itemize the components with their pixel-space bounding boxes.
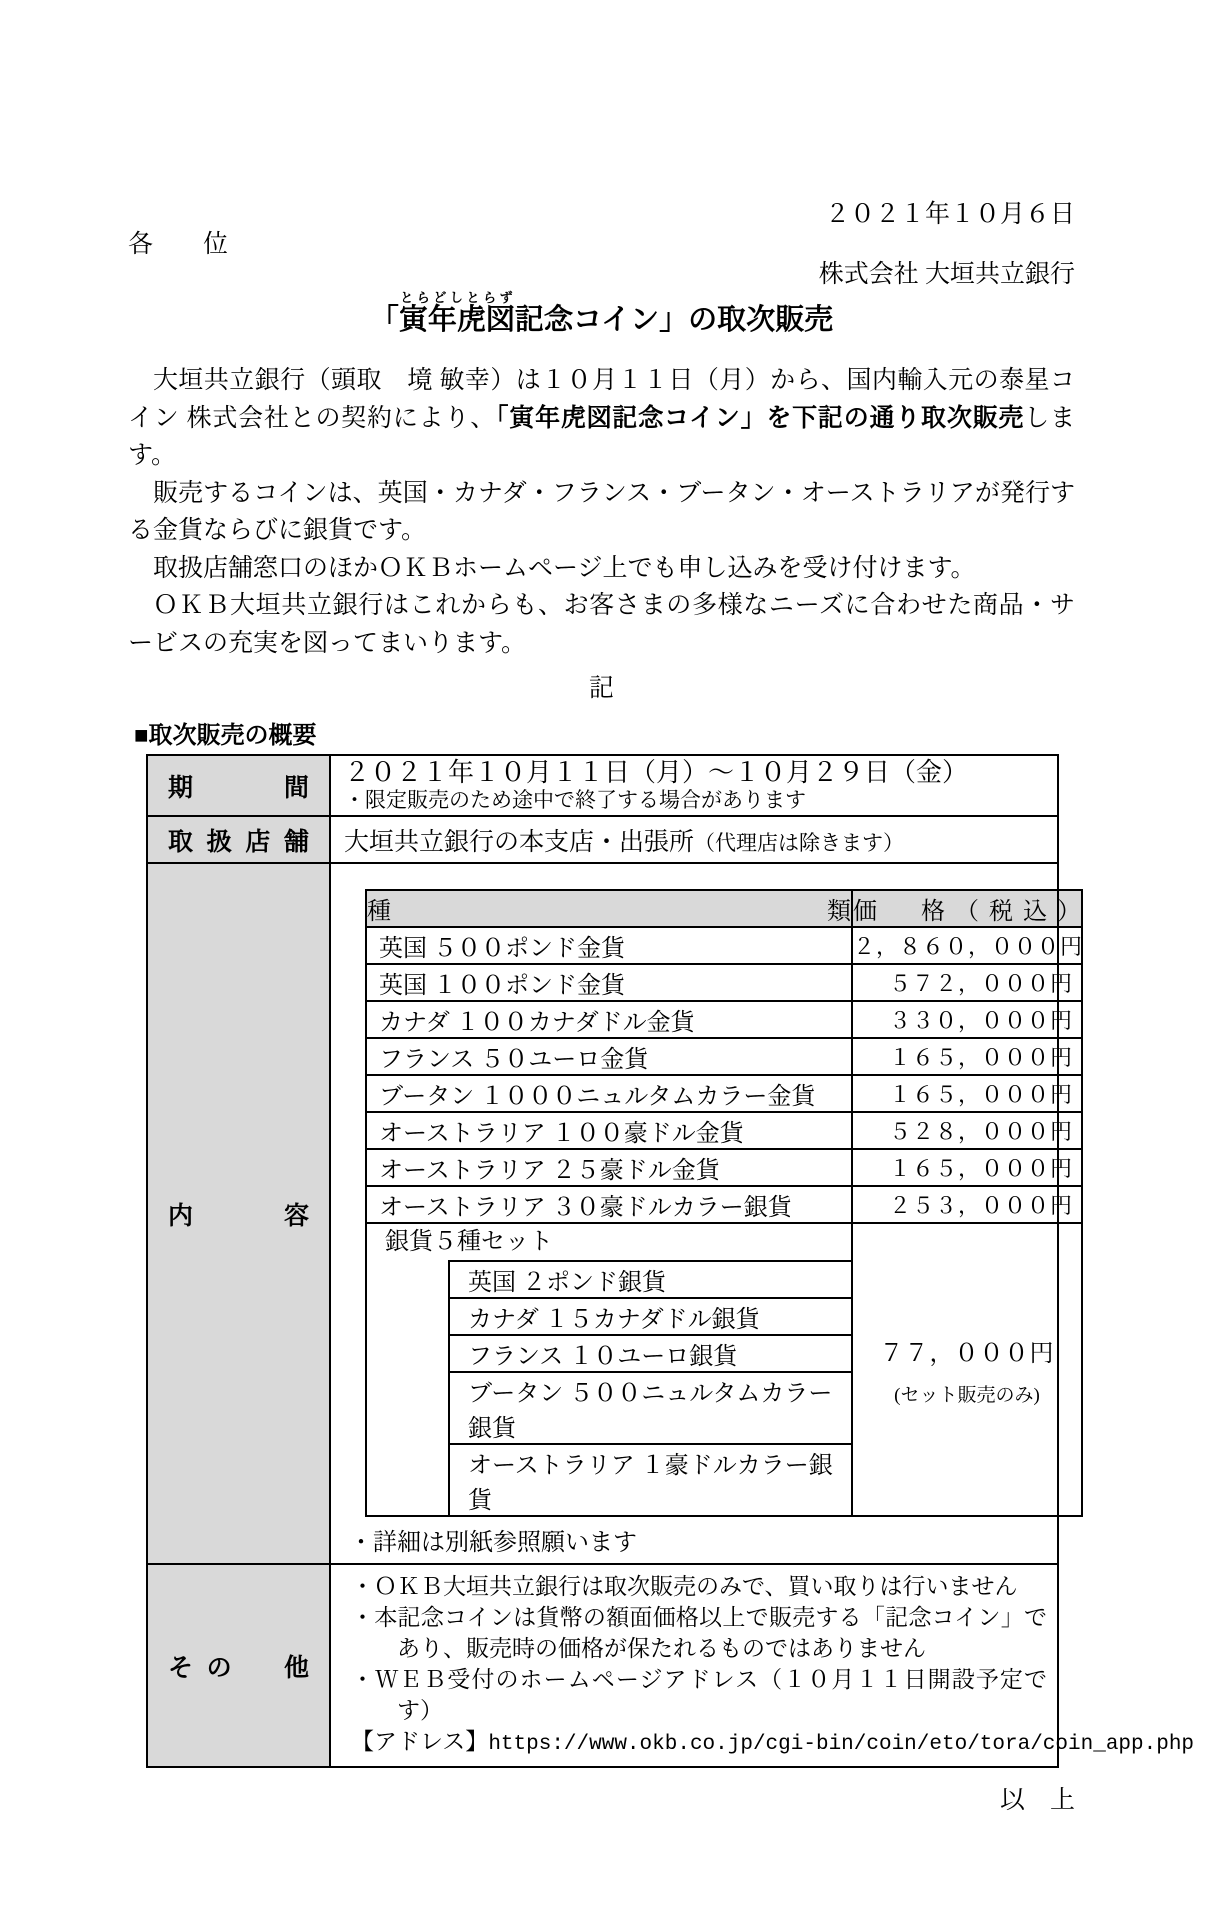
document-date: ２０２１年１０月６日 — [824, 201, 1075, 228]
address-line — [351, 1726, 1195, 1760]
coin-row — [366, 1149, 1082, 1186]
coin-table-header-row — [366, 890, 1082, 927]
paragraph-1-lead: 大垣共立銀行（頭取 境 敏幸）は１０月１１日（月）から、国内輸入元の泰星コイン 株式会社との契約により、 — [128, 367, 1075, 432]
period-value: ２０２１年１０月１１日（月）～１０月２９日（金） — [344, 758, 969, 788]
coin-set-item-name: フランス １０ユーロ銀貨 — [449, 1335, 853, 1372]
coin-name: 英国 ５００ポンド金貨 — [366, 927, 852, 964]
coin-set-items-table — [448, 1260, 853, 1515]
stores-value: 大垣共立銀行の本支店・出張所 — [344, 828, 695, 856]
coin-set-price-cell — [852, 1223, 1082, 1516]
coin-name: ブータン １０００ニュルタムカラー金貨 — [366, 1075, 852, 1112]
coin-set-item-row — [449, 1444, 853, 1515]
other-bullet: ・ＯＫＢ大垣共立銀行は取次販売のみで、買い取りは行いません — [351, 1574, 1018, 1600]
title-open-bracket: 「 — [369, 304, 399, 336]
coin-row — [366, 1001, 1082, 1038]
coin-row — [366, 927, 1082, 964]
coin-price-header: 価 格（税込） — [852, 890, 1082, 927]
coin-name: カナダ １００カナダドル金貨 — [366, 1001, 852, 1038]
other-row — [147, 1564, 1058, 1767]
section-heading: ■取次販売の概要 — [134, 722, 317, 750]
stores-row — [147, 816, 1058, 863]
stores-note: （代理店は除きます） — [694, 830, 905, 855]
coin-set-item-row — [449, 1372, 853, 1444]
coin-set-item-row — [449, 1261, 853, 1298]
coin-price: ５７２，０００円 — [852, 964, 1082, 1001]
coin-type-header: 種 類 — [366, 890, 852, 927]
period-note: ・限定販売のため途中で終了する場合があります — [344, 788, 806, 813]
coin-set-item-name: ブータン ５００ニュルタムカラー銀貨 — [449, 1372, 853, 1444]
coin-name: 英国 １００ポンド金貨 — [366, 964, 852, 1001]
coin-price: ２，８６０，０００円 — [852, 927, 1082, 964]
document-page — [0, 200, 1209, 1913]
address-label: 【アドレス】 — [351, 1729, 489, 1755]
coin-row — [366, 1075, 1082, 1112]
title-rest: 記念コイン」の取次販売 — [514, 304, 834, 336]
overview-table — [146, 754, 1195, 1768]
ki-marker: 記 — [588, 675, 614, 703]
stores-label: 取扱店舗 — [147, 816, 330, 863]
company-name: 株式会社 大垣共立銀行 — [818, 261, 1075, 288]
page-title — [128, 290, 1075, 338]
coin-price: １６５，０００円 — [852, 1038, 1082, 1075]
coin-name: オーストラリア ２５豪ドル金貨 — [366, 1149, 852, 1186]
coin-name: オーストラリア １００豪ドル金貨 — [366, 1112, 852, 1149]
paragraph-3: 取扱店舗窓口のほかＯＫＢホームページ上でも申し込みを受け付けます。 — [153, 554, 976, 582]
title-furigana: とらどしとらず — [398, 290, 515, 305]
coin-price: ５２８，０００円 — [852, 1112, 1082, 1149]
coin-set-item-row — [449, 1298, 853, 1335]
coin-row — [366, 1038, 1082, 1075]
coin-price: １６５，０００円 — [852, 1075, 1082, 1112]
coin-price: ２５３，０００円 — [852, 1186, 1082, 1223]
coin-set-price-note: (セット販売のみ) — [894, 1384, 1040, 1406]
contents-footnote: ・詳細は別紙参照願います — [349, 1530, 637, 1557]
period-value-cell — [330, 755, 1058, 816]
contents-label: 内 容 — [147, 863, 330, 1564]
coin-row — [366, 1186, 1082, 1223]
contents-row — [147, 863, 1058, 1564]
coin-rows — [366, 927, 1082, 1516]
paragraph-1-tail: します。 — [128, 404, 1075, 470]
other-bullet: ・本記念コインは貨幣の額面価格以上で販売する「記念コイン」であり、販売時の価格が保たれるものではありません — [351, 1605, 1047, 1662]
coin-row — [366, 964, 1082, 1001]
other-label: その 他 — [147, 1564, 330, 1767]
coin-set-item-name: カナダ １５カナダドル銀貨 — [449, 1298, 853, 1335]
title-ruby-base: 寅年虎図 — [398, 304, 515, 336]
coin-set-label: 銀貨５種セット — [385, 1229, 553, 1256]
coin-row — [366, 1112, 1082, 1149]
coin-name: オーストラリア ３０豪ドルカラー銀貨 — [366, 1186, 852, 1223]
period-label: 期 間 — [147, 755, 330, 816]
coin-name: フランス ５０ユーロ金貨 — [366, 1038, 852, 1075]
other-bullets — [351, 1571, 1047, 1726]
coin-set-row — [366, 1223, 1082, 1516]
contents-cell — [330, 863, 1084, 1564]
closing-marker: 以 上 — [999, 1787, 1075, 1815]
coin-price: １６５，０００円 — [852, 1149, 1082, 1186]
coin-price-table — [365, 889, 1083, 1517]
body-text — [128, 362, 1075, 662]
paragraph-1-bold: 「寅年虎図記念コイン」を下記の通り取次販売 — [496, 403, 1025, 432]
other-cell — [330, 1564, 1195, 1767]
paragraph-4: ＯＫＢ大垣共立銀行はこれからも、お客さまの多様なニーズに合わせた商品・サービスの充実を図ってまいります。 — [128, 592, 1075, 657]
other-bullet: ・ＷＥＢ受付のホームページアドレス（１０月１１日開設予定です） — [351, 1667, 1047, 1724]
period-row — [147, 755, 1058, 816]
title-ruby — [398, 290, 515, 336]
coin-price: ３３０，０００円 — [852, 1001, 1082, 1038]
address-url: https://www.okb.co.jp/cgi-bin/coin/eto/tora/coin_app.php — [488, 1733, 1195, 1757]
coin-set-item-name: 英国 ２ポンド銀貨 — [449, 1261, 853, 1298]
coin-set-cell — [366, 1223, 852, 1516]
coin-set-item-row — [449, 1335, 853, 1372]
coin-set-price: ７７，０００円 — [879, 1340, 1055, 1367]
paragraph-1 — [128, 362, 1075, 475]
coin-set-item-name: オーストラリア １豪ドルカラー銀貨 — [449, 1444, 853, 1515]
salutation: 各 位 — [128, 231, 229, 258]
stores-value-cell — [330, 816, 1058, 863]
paragraph-2: 販売するコインは、英国・カナダ・フランス・ブータン・オーストラリアが発行する金貨ならびに銀貨です。 — [128, 479, 1075, 545]
